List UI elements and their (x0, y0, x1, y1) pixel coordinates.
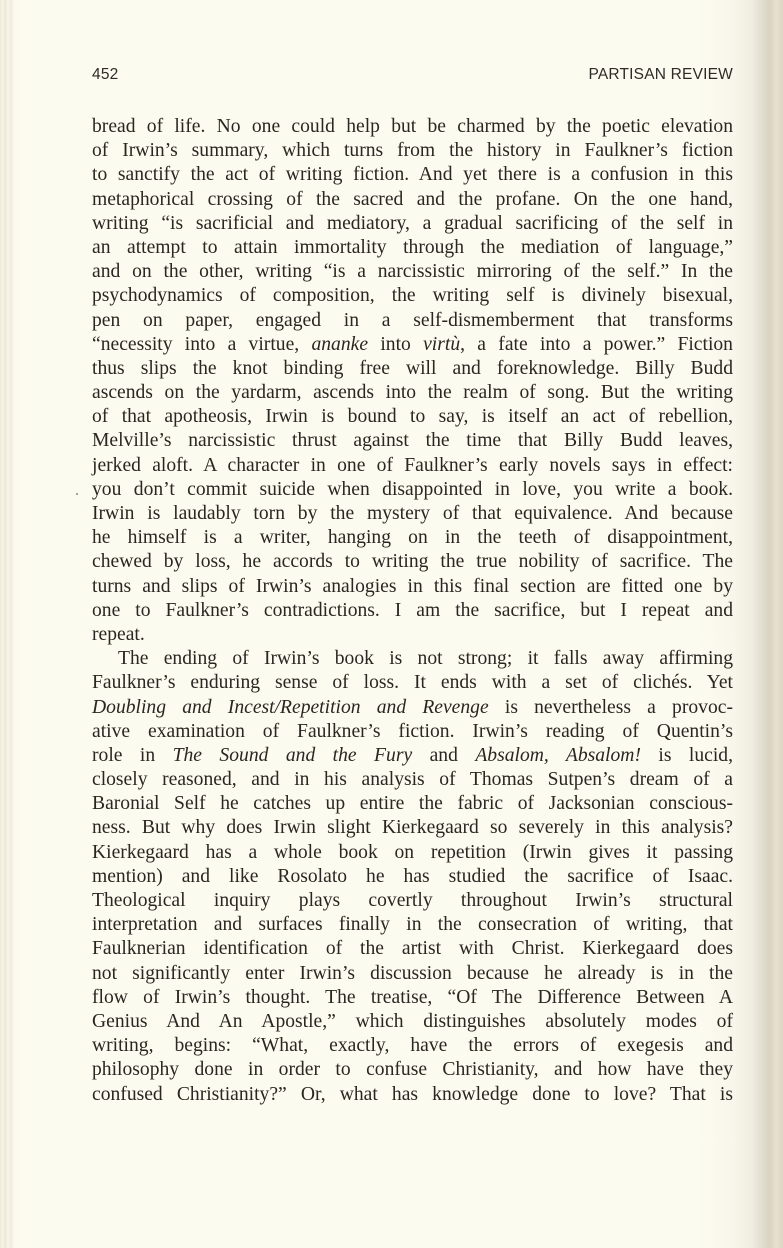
text-line: Melville’s narcissistic thrust against the time that Billy Budd leaves, (92, 430, 733, 452)
text-line: chewed by loss, he accords to writing the true nobility of sacrifice. The (92, 551, 733, 573)
text-line: mention) and like Rosolato he has studied the sacrifice of Isaac. (92, 865, 733, 887)
text-line: interpretation and surfaces finally in the consecration of writing, that (92, 914, 733, 936)
text-line: philosophy done in order to confuse Christianity, and how have they (92, 1059, 733, 1081)
text-line: flow of Irwin’s thought. The treatise, “Of The Difference Between A (92, 986, 733, 1008)
paragraph (92, 647, 733, 1107)
book-title: The Sound and the Fury (172, 744, 413, 766)
text-run: is nevertheless a provoc- (488, 696, 733, 718)
journal-title: PARTISAN REVIEW (588, 66, 733, 83)
book-title: Absalom, Absalom! (475, 744, 641, 766)
text-line: ness. But why does Irwin slight Kierkegaard so severely in this analysis? (92, 817, 733, 839)
text-line: Irwin is laudably torn by the mystery of that equivalence. And because (92, 503, 733, 524)
text-line: confused Christianity?” Or, what has knowledge done to love? That is (92, 1083, 733, 1105)
text-line: repeat. (92, 623, 145, 645)
article-body (92, 115, 733, 1107)
text-line: pen on paper, engaged in a self-dismemberment that transforms (92, 309, 733, 331)
text-line: not significantly enter Irwin’s discussion because he already is in the (92, 962, 733, 984)
text-line: an attempt to attain immortality through the mediation of language,” (92, 236, 733, 258)
text-line: to sanctify the act of writing fiction. And yet there is a confusion in this (92, 164, 733, 186)
text-line: Genius And An Apostle,” which distinguishes absolutely modes of (92, 1010, 733, 1032)
text-run: is lucid, (640, 744, 734, 766)
paragraph (92, 115, 733, 647)
scan-speck (76, 493, 78, 495)
text-line: he himself is a writer, hanging on in the teeth of disappointment, (92, 527, 733, 549)
text-line: ative examination of Faulkner’s fiction. Irwin’s reading of Quentin’s (92, 720, 733, 742)
text-line (92, 744, 733, 768)
text-line (92, 696, 733, 720)
text-run: role in (92, 744, 173, 766)
italic-term: ananke (311, 333, 369, 355)
text-line: of that apotheosis, Irwin is bound to say, is itself an act of rebellion, (92, 406, 733, 428)
text-line: Faulkner’s enduring sense of loss. It ends with a set of clichés. Yet (92, 672, 733, 694)
running-head (92, 66, 733, 86)
text-line: closely reasoned, and in his analysis of Thomas Sutpen’s dream of a (92, 769, 733, 791)
text-line: Baronial Self he catches up entire the fabric of Jacksonian conscious- (92, 793, 733, 815)
text-run: and (412, 744, 476, 766)
text-line: bread of life. No one could help but be charmed by the poetic elevation (92, 116, 733, 137)
text-line: ascends on the yardarm, ascends into the realm of song. But the writing (92, 382, 733, 404)
text-line: jerked aloft. A character in one of Faulkner’s early novels says in effect: (92, 454, 733, 476)
text-line: one to Faulkner’s contradictions. I am the sacrifice, but I repeat and (92, 599, 733, 621)
text-line (92, 333, 733, 357)
text-line: The ending of Irwin’s book is not strong; it falls away affirming (118, 648, 733, 670)
text-line: turns and slips of Irwin’s analogies in this final section are fitted one by (92, 575, 733, 597)
text-line: thus slips the knot binding free will and foreknowledge. Billy Budd (92, 357, 733, 379)
text-line: Theological inquiry plays covertly throughout Irwin’s structural (92, 890, 733, 911)
text-line: and on the other, writing “is a narcissistic mirroring of the self.” In the (92, 261, 733, 283)
text-line: writing, begins: “What, exactly, have the errors of exegesis and (92, 1035, 733, 1057)
text-run: “necessity into a virtue, (92, 333, 312, 355)
book-title: Doubling and Incest/Repetition and Revenge (92, 696, 489, 718)
text-run: into (368, 333, 424, 355)
page-number: 452 (92, 66, 119, 83)
text-line: of Irwin’s summary, which turns from the history in Faulkner’s fiction (92, 140, 733, 162)
text-run: , a fate into a power.” Fiction (460, 333, 733, 355)
text-line: psychodynamics of composition, the writing self is divinely bisexual, (92, 285, 733, 307)
text-line: Kierkegaard has a whole book on repetition (Irwin gives it passing (92, 841, 733, 863)
text-line: writing “is sacrificial and mediatory, a gradual sacrificing of the self in (92, 212, 733, 234)
text-line: Faulknerian identification of the artist with Christ. Kierkegaard does (92, 938, 733, 960)
italic-term: virtù (423, 333, 461, 355)
text-line: you don’t commit suicide when disappointed in love, you write a book. (92, 478, 733, 500)
text-line: metaphorical crossing of the sacred and the profane. On the one hand, (92, 188, 733, 210)
